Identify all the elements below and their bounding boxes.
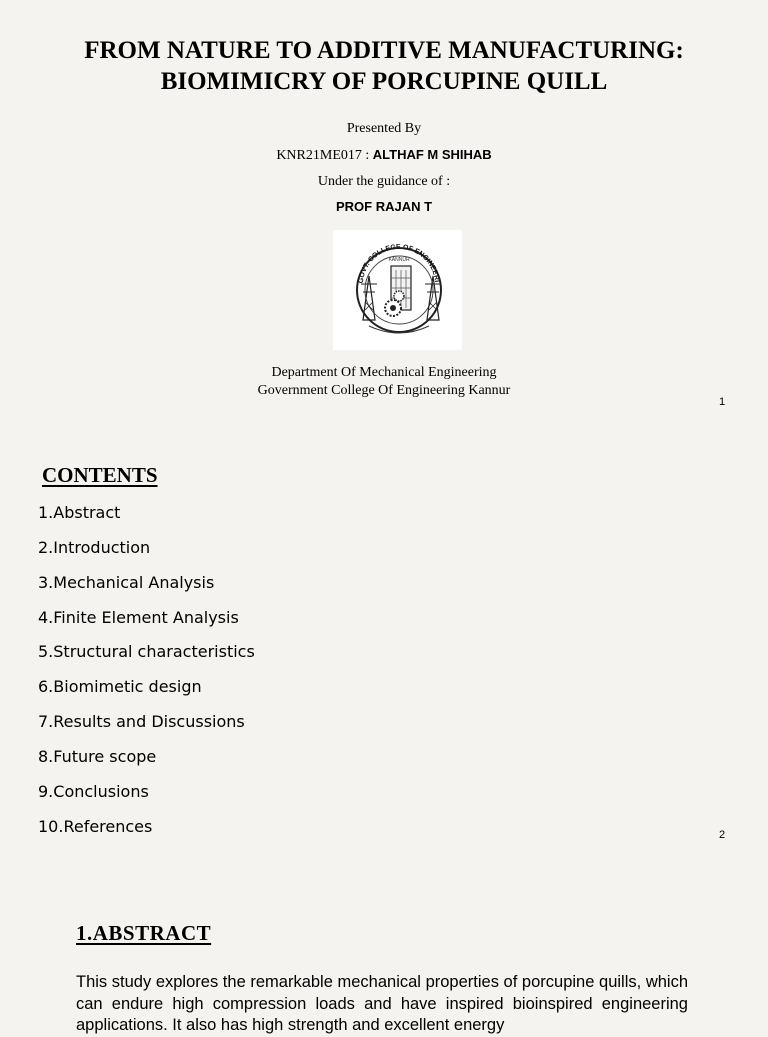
student-name: ALTHAF M SHIHAB [372,147,492,162]
toc-item: 10.References [38,817,153,836]
toc-item: 5.Structural characteristics [38,642,255,661]
presented-by-label: Presented By [346,121,422,136]
logo-sub-text: KANNUR [388,257,410,263]
student-line [0,147,768,164]
college-name: Government College Of Engineering Kannur [257,383,511,398]
guidance-label: Under the guidance of : [317,174,451,189]
college-emblem-icon [333,230,462,350]
page-number-1: 1 [719,396,726,408]
page-number-2: 2 [719,829,726,841]
title-line-2: BIOMIMICRY OF PORCUPINE QUILL [160,68,608,95]
abstract-text: This study explores the remarkable mechanical properties of porcupine quills, which can endure high compression loads and have inspired bioinspired engineering applications. It also has high strength and excellent energy [76,973,688,1034]
department-name: Department Of Mechanical Engineering [271,365,497,380]
toc-item: 2.Introduction [38,538,151,557]
guide-name: PROF RAJAN T [335,199,433,214]
toc-item: 4.Finite Element Analysis [38,608,239,627]
title-line-1: FROM NATURE TO ADDITIVE MANUFACTURING: [84,37,684,64]
toc-item: 1.Abstract [38,503,121,522]
college-logo [333,230,462,350]
svg-text:GOVT. COLLEGE OF ENGINEERING [333,230,440,284]
toc-item: 9.Conclusions [38,782,149,801]
student-id: KNR21ME017 : [276,148,373,163]
toc-item: 3.Mechanical Analysis [38,573,215,592]
toc-item: 8.Future scope [38,747,157,766]
abstract-heading: 1.ABSTRACT [76,921,212,945]
logo-arc-text: GOVT. COLLEGE OF ENGINEERI [357,243,441,284]
contents-heading: CONTENTS [42,463,158,487]
toc-item: 7.Results and Discussions [38,712,245,731]
toc-item: 6.Biomimetic design [38,677,202,696]
